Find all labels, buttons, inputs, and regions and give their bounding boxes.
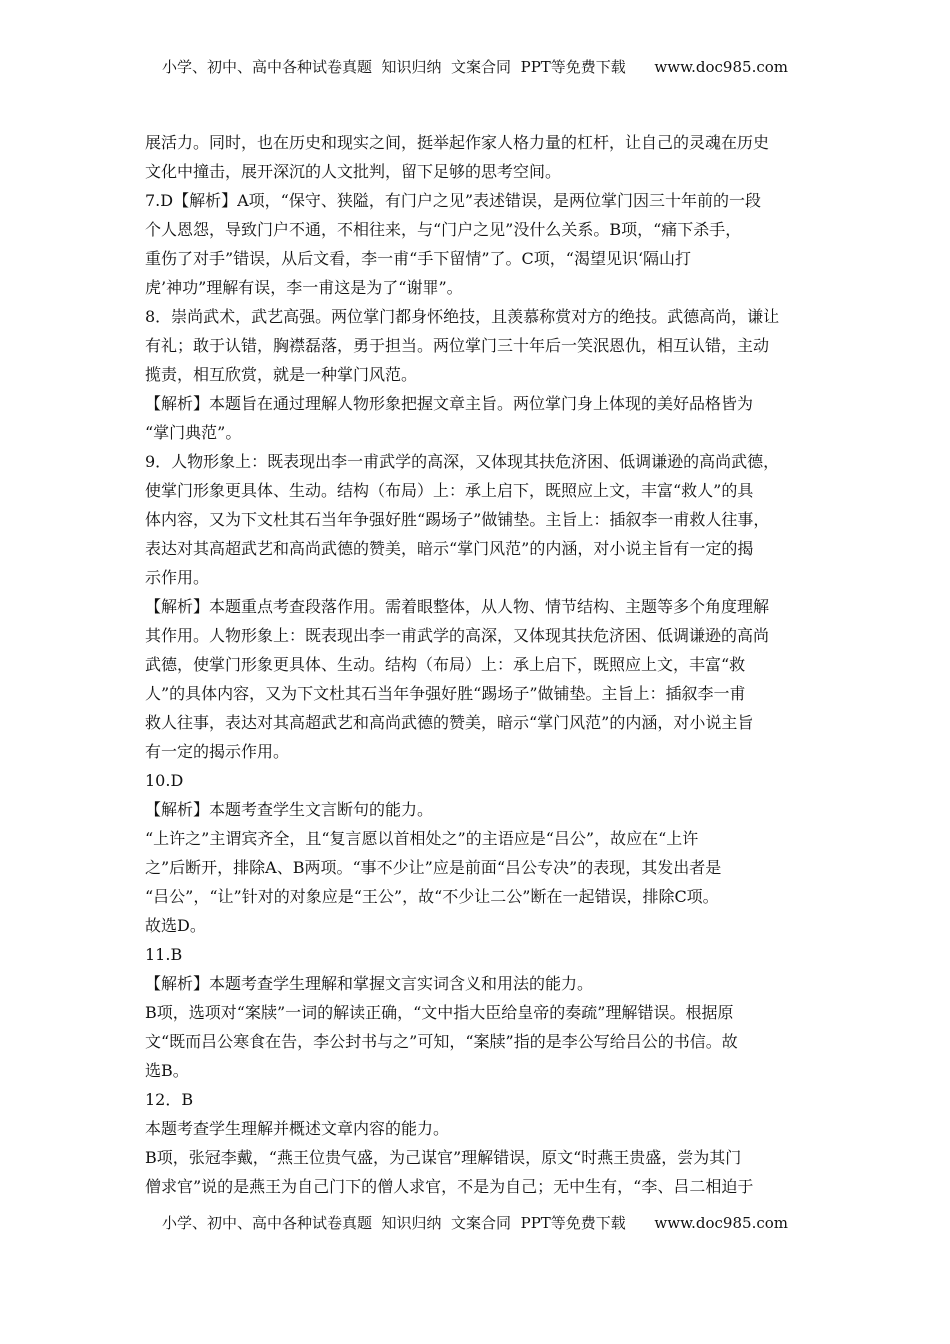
text-line: 展活力。同时，也在历史和现实之间，挺举起作家人格力量的杠杆，让自己的灵魂在历史: [145, 133, 770, 152]
text-line: 10.D: [145, 771, 184, 790]
text-line: 【解析】本题旨在通过理解人物形象把握文章主旨。两位掌门身上体现的美好品格皆为: [145, 394, 754, 413]
text-line: 救人往事，表达对其高超武艺和高尚武德的赞美，暗示“掌门风范”的内涵，对小说主旨: [145, 713, 754, 732]
text-line: 之”后断开，排除A、B两项。“事不少让”应是前面“吕公专决”的表现，其发出者是: [145, 858, 722, 877]
text-line: 示作用。: [145, 568, 210, 587]
text-line: 故选D。: [145, 916, 206, 935]
text-line: 揽责，相互欣赏，就是一种掌门风范。: [145, 365, 418, 384]
text-line: 文“既而吕公寒食在告，李公封书与之”可知，“案牍”指的是李公写给吕公的书信。故: [145, 1032, 738, 1051]
text-line: 使掌门形象更具体、生动。结构（布局）上：承上启下，既照应上文，丰富“救人”的具: [145, 481, 754, 500]
page-header: 小学、初中、高中各种试卷真题 知识归纳 文案合同 PPT等免费下载 www.doc985.com: [161, 58, 788, 76]
document-body: [145, 128, 815, 1201]
text-line: B项，张冠李戴，“燕王位贵气盛，为己谋官”理解错误，原文“时燕王贵盛，尝为其门: [145, 1148, 742, 1167]
text-line: 僧求官”说的是燕王为自己门下的僧人求官，不是为自己；无中生有，“李、吕二相迫于: [145, 1177, 754, 1196]
text-line: 本题考查学生理解并概述文章内容的能力。: [145, 1119, 450, 1138]
text-line: 8．崇尚武术，武艺高强。两位掌门都身怀绝技，且羡慕称赏对方的绝技。武德高尚，谦让: [145, 307, 780, 326]
text-line: 【解析】本题考查学生文言断句的能力。: [145, 800, 434, 819]
text-line: 【解析】本题考查学生理解和掌握文言实词含义和用法的能力。: [145, 974, 594, 993]
text-line: B项，选项对“案牍”一词的解读正确，“文中指大臣给皇帝的奏疏”理解错误。根据原: [145, 1003, 734, 1022]
text-line: 【解析】本题重点考查段落作用。需着眼整体，从人物、情节结构、主题等多个角度理解: [145, 597, 770, 616]
text-line: 人”的具体内容，又为下文杜其石当年争强好胜“踢场子”做铺垫。主旨上：插叙李一甫: [145, 684, 746, 703]
text-line: 有礼；敢于认错，胸襟磊落，勇于担当。两位掌门三十年后一笑泯恩仇，相互认错，主动: [145, 336, 770, 355]
page-footer: 小学、初中、高中各种试卷真题 知识归纳 文案合同 PPT等免费下载 www.doc985.com: [161, 1214, 788, 1232]
text-line: 武德，使掌门形象更具体、生动。结构（布局）上：承上启下，既照应上文，丰富“救: [145, 655, 746, 674]
text-line: 体内容，又为下文杜其石当年争强好胜“踢场子”做铺垫。主旨上：插叙李一甫救人往事，: [145, 510, 770, 529]
text-line: 7.D【解析】A项，“保守、狭隘，有门户之见”表述错误，是两位掌门因三十年前的一段: [145, 191, 762, 210]
text-line: 重伤了对手”错误，从后文看，李一甫“手下留情”了。C项，“渴望见识‘隔山打: [145, 249, 692, 268]
text-line: 选B。: [145, 1061, 189, 1080]
text-line: “掌门典范”。: [145, 423, 242, 442]
text-line: 其作用。人物形象上：既表现出李一甫武学的高深，又体现其扶危济困、低调谦逊的高尚: [145, 626, 770, 645]
text-line: 有一定的揭示作用。: [145, 742, 290, 761]
text-line: “吕公”，“让”针对的对象应是“王公”，故“不少让二公”断在一起错误，排除C项。: [145, 887, 719, 906]
text-line: 表达对其高超武艺和高尚武德的赞美，暗示“掌门风范”的内涵，对小说主旨有一定的揭: [145, 539, 754, 558]
text-line: 虎’神功”理解有误，李一甫这是为了“谢罪”。: [145, 278, 463, 297]
text-line: 个人恩怨，导致门户不通，不相往来，与“门户之见”没什么关系。B项，“痛下杀手，: [145, 220, 742, 239]
text-line: 12．B: [145, 1090, 194, 1109]
text-line: “上许之”主谓宾齐全，且“复言愿以首相处之”的主语应是“吕公”，故应在“上许: [145, 829, 699, 848]
text-line: 文化中撞击，展开深沉的人文批判，留下足够的思考空间。: [145, 162, 562, 181]
text-line: 9．人物形象上：既表现出李一甫武学的高深，又体现其扶危济困、低调谦逊的高尚武德，: [145, 452, 780, 471]
text-line: 11.B: [145, 945, 183, 964]
